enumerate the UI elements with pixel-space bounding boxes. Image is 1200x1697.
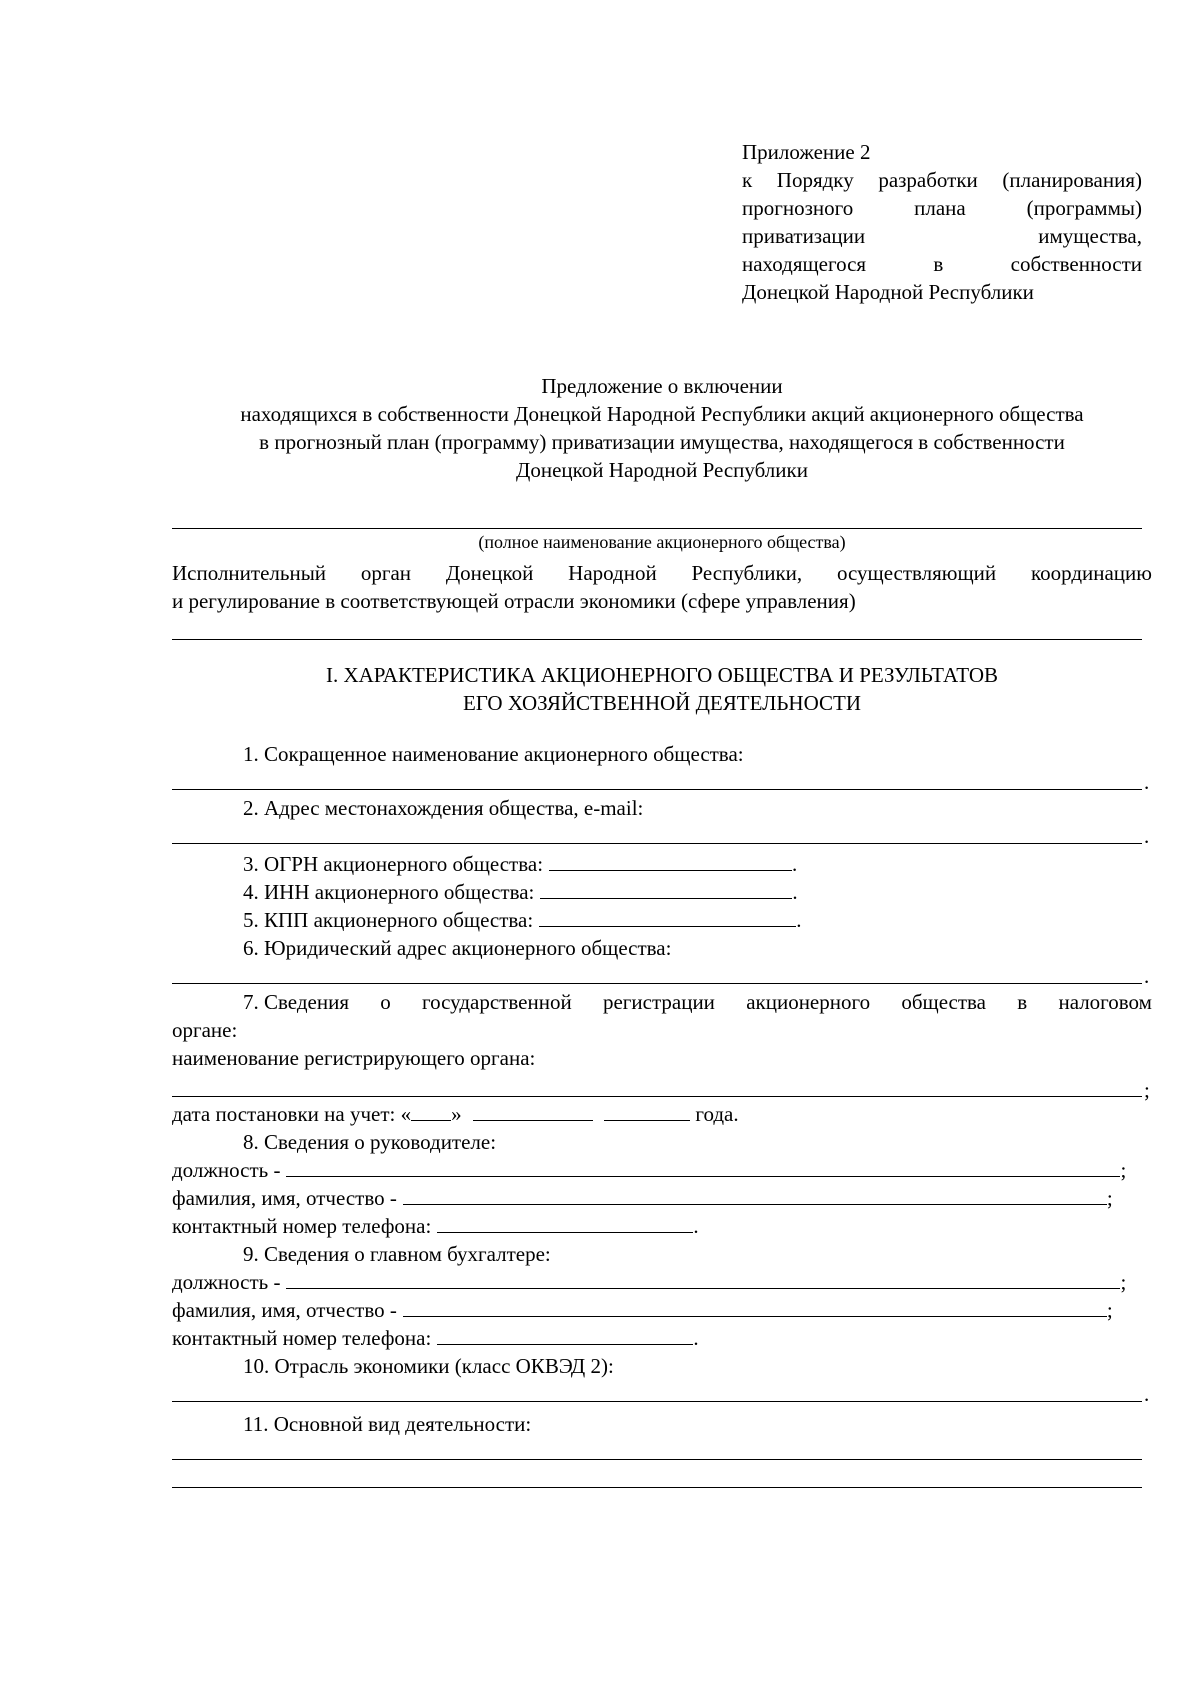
word: налоговом [1058,990,1152,1014]
appendix-line-3 [742,194,1142,222]
item-8-name-row [172,1184,1152,1212]
word: находящегося [742,252,867,276]
semicolon: ; [1106,1186,1113,1210]
position-label: должность - [172,1158,281,1182]
date-quote-open: « [400,1102,412,1126]
phone-label: контактный номер телефона: [172,1214,432,1238]
full-name-label: фамилия, имя, отчество - [172,1186,397,1210]
title-line-4: Донецкой Народной Республики [516,458,808,482]
title-line-3: в прогнозный план (программу) приватизации имущества, находящегося в собственности [259,430,1065,454]
word: (планирования) [1002,168,1142,192]
item-1-field[interactable] [172,789,1142,790]
item-7-text [172,988,1152,1072]
item-1-label: 1. Сокращенное наименование акционерного общества: [243,742,744,766]
word: приватизации [742,224,866,248]
appendix-line-2 [742,166,1142,194]
date-year-field[interactable] [604,1102,690,1121]
director-position-field[interactable] [286,1158,1120,1177]
date-day-field[interactable] [411,1102,451,1121]
document-title [172,372,1152,484]
word: Порядку [776,168,854,192]
period: . [693,1326,699,1350]
position-label: должность - [172,1270,281,1294]
item-6-label: 6. Юридический адрес акционерного общества: [243,936,672,960]
word: 7. Сведения [243,990,349,1014]
item-2-label: 2. Адрес местонахождения общества, e-mail: [243,796,644,820]
phone-label: контактный номер телефона: [172,1326,432,1350]
date-quote-close: » [451,1102,462,1126]
item-6-end: . [1144,964,1150,988]
period: . [792,880,798,904]
date-month-field[interactable] [473,1102,593,1121]
word: осуществляющий [836,561,997,585]
item-9-label: 9. Сведения о главном бухгалтере: [243,1242,551,1266]
item-7-registrar-label: наименование регистрирующего органа: [172,1046,536,1070]
item-5-label: 5. КПП акционерного общества: [243,908,534,932]
executive-body-field[interactable] [172,639,1142,640]
accountant-phone-field[interactable] [437,1326,693,1345]
date-year-label: года. [695,1102,739,1126]
director-name-field[interactable] [403,1186,1107,1205]
word: Республики, [691,561,803,585]
item-11-field-line-1[interactable] [172,1459,1142,1460]
date-label: дата постановки на учет: [172,1102,396,1126]
full-name-label: фамилия, имя, отчество - [172,1298,397,1322]
item-7-registrar-end: ; [1144,1078,1150,1102]
word: плана [914,196,966,220]
item-10-end: . [1144,1382,1150,1406]
word: орган [360,561,412,585]
word: Народной [568,561,657,585]
word: к [742,168,753,192]
period: . [796,908,802,932]
word: регистрации [602,990,715,1014]
word: общества [901,990,986,1014]
item-9-phone-row [172,1324,699,1352]
item-6-field[interactable] [172,983,1142,984]
item-8-phone-row [172,1212,699,1240]
item-2-end: . [1144,824,1150,848]
appendix-line-1: Приложение 2 [742,140,871,164]
item-3-row [243,850,797,878]
executive-body-line-1 [172,559,1152,587]
appendix-line-5 [742,250,1142,278]
item-3-label: 3. ОГРН акционерного общества: [243,852,544,876]
word: координацию [1030,561,1152,585]
semicolon: ; [1120,1270,1127,1294]
appendix-line-6: Донецкой Народной Республики [742,280,1034,304]
item-1-end: . [1144,770,1150,794]
accountant-position-field[interactable] [286,1270,1120,1289]
item-2-field[interactable] [172,843,1142,844]
item-11-label: 11. Основной вид деятельности: [243,1412,532,1436]
item-8-label: 8. Сведения о руководителе: [243,1130,497,1154]
company-name-caption: (полное наименование акционерного общества) [478,532,846,552]
word: Донецкой [445,561,534,585]
accountant-name-field[interactable] [403,1298,1107,1317]
word: прогнозного [742,196,854,220]
item-10-field[interactable] [172,1401,1142,1402]
appendix-header [742,138,1142,306]
word: государственной [422,990,572,1014]
word: в [933,252,944,276]
item-9-name-row [172,1296,1152,1324]
word: разработки [878,168,978,192]
section-heading-line-1: I. ХАРАКТЕРИСТИКА АКЦИОНЕРНОГО ОБЩЕСТВА И РЕЗУЛЬТАТОВ [325,663,998,687]
appendix-line-4 [742,222,1142,250]
director-phone-field[interactable] [437,1214,693,1233]
item-10-label: 10. Отрасль экономики (класс ОКВЭД 2): [243,1354,614,1378]
word: акционерного [746,990,871,1014]
title-line-2: находящихся в собственности Донецкой Народной Республики акций акционерного общества [240,402,1084,426]
semicolon: ; [1120,1158,1127,1182]
section-heading [172,661,1152,717]
item-4-label: 4. ИНН акционерного общества: [243,880,535,904]
item-8-position-row [172,1156,1152,1184]
item-5-field[interactable] [539,908,796,927]
item-7-line-2: органе: [172,1018,238,1042]
item-3-field[interactable] [549,852,792,871]
word: в [1017,990,1028,1014]
word: (программы) [1026,196,1142,220]
company-name-field[interactable] [172,528,1142,529]
item-7-registrar-field[interactable] [172,1096,1142,1097]
semicolon: ; [1106,1298,1113,1322]
word: имущества, [1038,224,1142,248]
period: . [693,1214,699,1238]
item-4-field[interactable] [540,880,792,899]
executive-body-text [172,559,1152,615]
executive-body-line-2: и регулирование в соответствующей отрасли экономики (сфере управления) [172,589,856,613]
item-7-line-1 [172,988,1152,1016]
item-5-row [243,906,801,934]
item-4-row [243,878,798,906]
item-9-position-row [172,1268,1152,1296]
period: . [792,852,798,876]
item-11-field-line-2[interactable] [172,1487,1142,1488]
word: Исполнительный [172,561,327,585]
item-7-date-row [172,1100,739,1128]
section-heading-line-2: ЕГО ХОЗЯЙСТВЕННОЙ ДЕЯТЕЛЬНОСТИ [462,691,862,715]
word: о [380,990,391,1014]
word: собственности [1010,252,1142,276]
title-line-1: Предложение о включении [541,374,783,398]
